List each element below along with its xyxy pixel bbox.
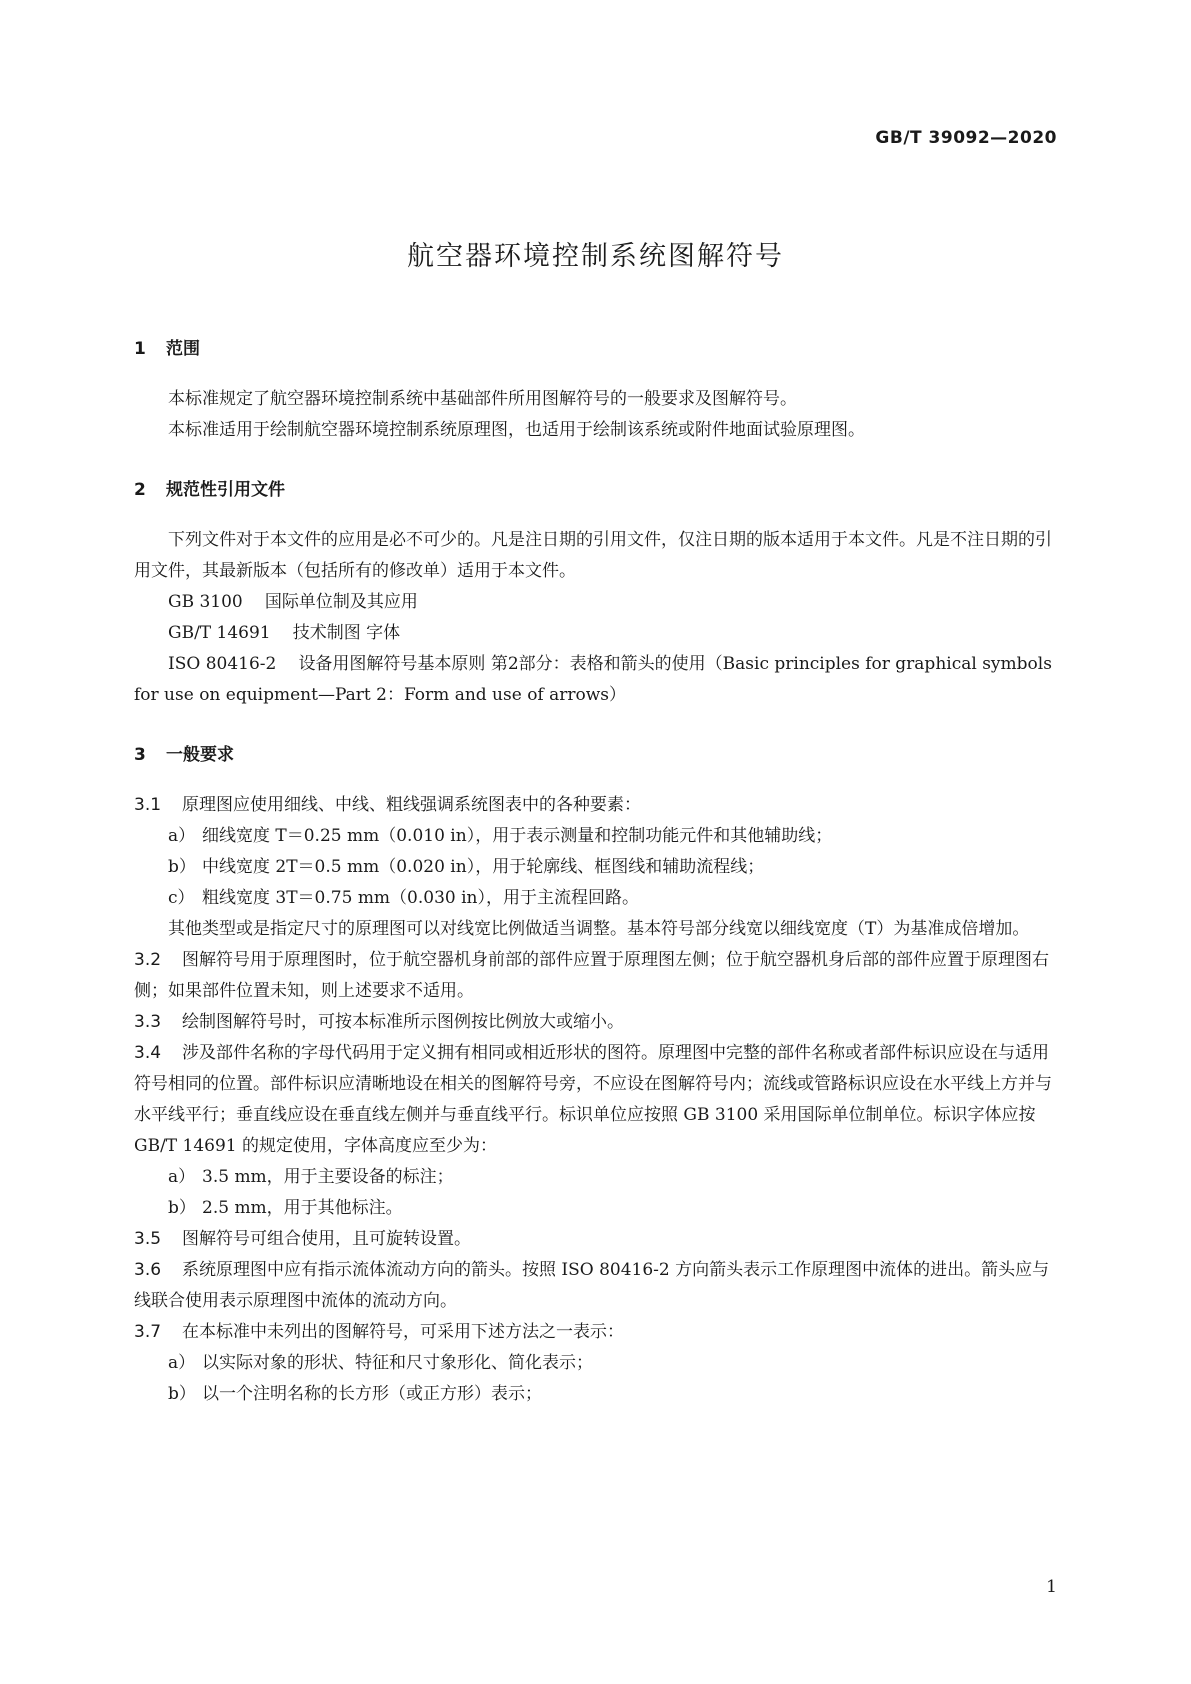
list-label: a） (168, 1353, 196, 1373)
section-heading-3 (134, 740, 1054, 771)
section-number: 1 (134, 339, 146, 359)
reference-name: 技术制图 字体 (292, 623, 401, 643)
reference-item (134, 649, 1054, 711)
clause-3-1 (134, 790, 1054, 821)
list-item (134, 1348, 1054, 1379)
list-label: a） (168, 1167, 196, 1187)
clause-number: 3.7 (134, 1322, 162, 1342)
paragraph: 本标准规定了航空器环境控制系统中基础部件所用图解符号的一般要求及图解符号。 (168, 389, 797, 409)
list-text: 以一个注明名称的长方形（或正方形）表示； (202, 1384, 542, 1404)
reference-item (134, 587, 1054, 618)
clause-3-3 (134, 1007, 1054, 1038)
reference-code: GB/T 14691 (168, 623, 271, 643)
clause-number: 3.1 (134, 795, 162, 815)
list-label: a） (168, 826, 196, 846)
clause-3-4 (134, 1038, 1054, 1162)
section-title: 一般要求 (166, 745, 234, 765)
list-item (134, 852, 1054, 883)
clause-text: 图解符号可组合使用，且可旋转设置。 (182, 1229, 471, 1249)
paragraph: 其他类型或是指定尺寸的原理图可以对线宽比例做适当调整。基本符号部分线宽以细线宽度（T）为基准成倍增加。 (168, 919, 1030, 939)
section-number: 2 (134, 480, 146, 500)
list-label: b） (168, 857, 196, 877)
clause-3-2 (134, 945, 1054, 1007)
section-heading-2 (134, 475, 1054, 506)
page-number: 1 (1046, 1577, 1057, 1597)
section-number: 3 (134, 745, 146, 765)
clause-number: 3.4 (134, 1043, 162, 1063)
clause-text: 原理图应使用细线、中线、粗线强调系统图表中的各种要素： (182, 795, 641, 815)
list-text: 细线宽度 T＝0.25 mm（0.010 in），用于表示测量和控制功能元件和其他辅助线； (202, 826, 833, 846)
section-heading-1 (134, 334, 1054, 365)
clause-text: 绘制图解符号时，可按本标准所示图例按比例放大或缩小。 (182, 1012, 624, 1032)
list-item (134, 1162, 1054, 1193)
list-item (134, 821, 1054, 852)
clause-text: 图解符号用于原理图时，位于航空器机身前部的部件应置于原理图左侧；位于航空器机身后部的部件应置于原理图右侧；如果部件位置未知，则上述要求不适用。 (134, 950, 1049, 1001)
clause-text: 系统原理图中应有指示流体流动方向的箭头。按照 ISO 80416-2 方向箭头表示工作原理图中流体的进出。箭头应与线联合使用表示原理图中流体的流动方向。 (134, 1260, 1050, 1311)
clause-3-7 (134, 1317, 1054, 1348)
list-text: 2.5 mm，用于其他标注。 (202, 1198, 403, 1218)
list-text: 3.5 mm，用于主要设备的标注； (202, 1167, 454, 1187)
clause-text: 涉及部件名称的字母代码用于定义拥有相同或相近形状的图符。原理图中完整的部件名称或者部件标识应设在与适用符号相同的位置。部件标识应清晰地设在相关的图解符号旁，不应设在图解符号内；流线或管路标识应设在水平线上方并与水平线平行；垂直线应设在垂直线左侧并与垂直线平行。标识单位应按照 GB 3100 采用国际单位制单位。标识字体应按 GB/T 14691 的规定使用，字体高度应至少为： (134, 1043, 1052, 1156)
reference-item (134, 618, 1054, 649)
section-title: 规范性引用文件 (166, 480, 285, 500)
list-item (134, 1379, 1054, 1410)
reference-code: GB 3100 (168, 592, 243, 612)
reference-name: 国际单位制及其应用 (264, 592, 418, 612)
list-label: c） (168, 888, 195, 908)
clause-number: 3.5 (134, 1229, 162, 1249)
paragraph: 本标准适用于绘制航空器环境控制系统原理图，也适用于绘制该系统或附件地面试验原理图。 (168, 420, 865, 440)
document-code: GB/T 39092—2020 (875, 128, 1057, 148)
section-title: 范围 (166, 339, 200, 359)
list-item (134, 1193, 1054, 1224)
clause-text: 在本标准中未列出的图解符号，可采用下述方法之一表示： (182, 1322, 624, 1342)
clause-number: 3.2 (134, 950, 162, 970)
list-text: 以实际对象的形状、特征和尺寸象形化、简化表示； (202, 1353, 593, 1373)
clause-3-6 (134, 1255, 1054, 1317)
reference-name: 设备用图解符号基本原则 第2部分：表格和箭头的使用（Basic principles for graphical symbols for use on equipment—Part 2：Form and use of arrows） (134, 654, 1052, 705)
document-title: 航空器环境控制系统图解符号 (407, 241, 784, 272)
reference-code: ISO 80416-2 (168, 654, 277, 674)
list-label: b） (168, 1384, 196, 1404)
list-item (134, 883, 1054, 914)
paragraph: 下列文件对于本文件的应用是必不可少的。凡是注日期的引用文件，仅注日期的版本适用于本文件。凡是不注日期的引用文件，其最新版本（包括所有的修改单）适用于本文件。 (134, 530, 1052, 581)
clause-number: 3.6 (134, 1260, 162, 1280)
list-text: 粗线宽度 3T＝0.75 mm（0.030 in），用于主流程回路。 (202, 888, 640, 908)
clause-number: 3.3 (134, 1012, 162, 1032)
list-text: 中线宽度 2T＝0.5 mm（0.020 in），用于轮廓线、框图线和辅助流程线； (202, 857, 765, 877)
document-body (134, 334, 1054, 1410)
list-label: b） (168, 1198, 196, 1218)
clause-3-5 (134, 1224, 1054, 1255)
